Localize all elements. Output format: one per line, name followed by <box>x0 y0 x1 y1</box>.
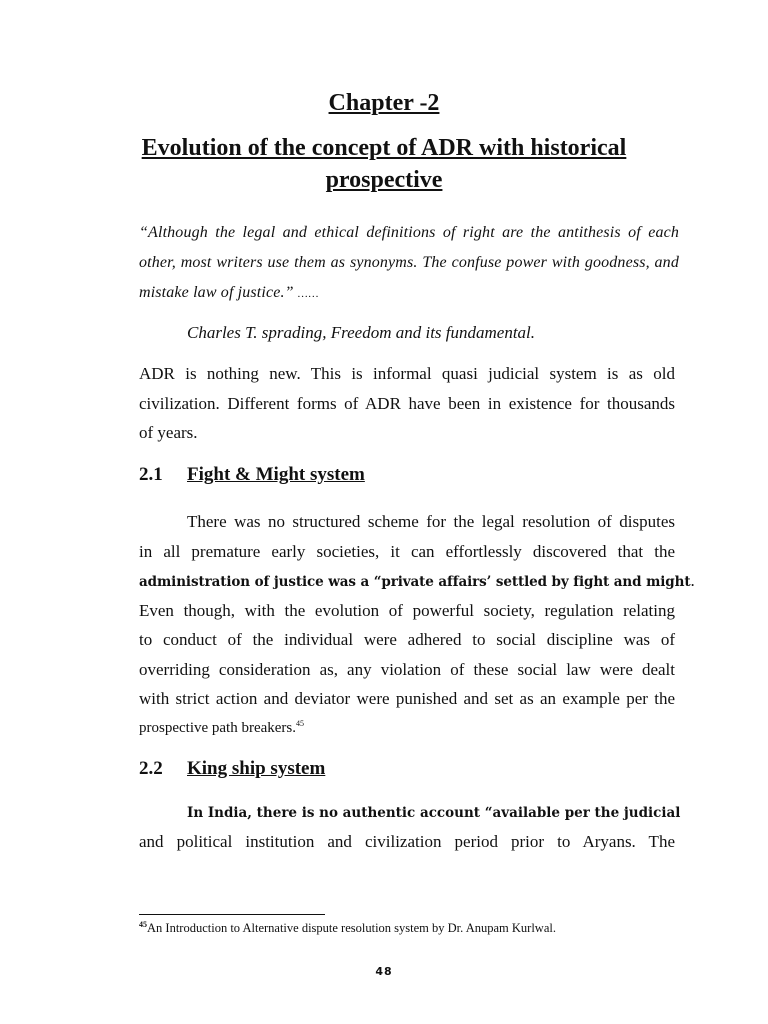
paragraph-line: to conduct of the individual were adhered to social discipline was of <box>139 630 675 649</box>
footnote <box>139 919 556 937</box>
paragraph-line: overriding consideration as, any violation of these social law were dealt <box>139 659 675 679</box>
section-title: King ship system <box>187 758 326 779</box>
section-title: Fight & Might system <box>187 464 365 485</box>
section-heading-2-1 <box>139 462 365 488</box>
paragraph-line: with strict action and deviator were punished and set as an example per the <box>139 689 675 708</box>
section-2-1-paragraph <box>139 507 695 743</box>
epigraph-line: goodness, and mistake law of justice.” <box>139 254 679 301</box>
footnote-mark: 45 <box>139 919 147 929</box>
footnote-separator <box>139 914 325 915</box>
page-number: 48 <box>375 965 393 978</box>
footnote-text: An Introduction to Alternative dispute resolution system by Dr. Anupam Kurlwal. <box>147 921 556 935</box>
paragraph-line: in all premature early societies, it can effortlessly discovered that the <box>139 541 675 561</box>
paragraph-line: There was no structured scheme for the legal resolution of disputes <box>187 512 675 531</box>
epigraph-attribution: Charles T. sprading, Freedom and its fundamental. <box>187 323 536 342</box>
intro-paragraph <box>139 359 675 448</box>
emphasized-text: In India, there is no authentic account “available per the judicial <box>187 805 681 821</box>
paragraph-line: Even though, with the evolution of powerful society, regulation relating <box>139 600 675 620</box>
section-number: 2.2 <box>139 758 163 779</box>
section-number: 2.1 <box>139 464 163 485</box>
epigraph-ellipsis: …… <box>297 288 320 300</box>
paragraph-line: ADR is nothing new. This is informal quasi judicial system is as old <box>139 364 675 383</box>
epigraph-line: “Although the legal and ethical definitions of right are the antithesis of <box>139 224 641 241</box>
paragraph-line: civilization. Different forms of ADR have been in existence for thousands <box>139 393 675 413</box>
chapter-title: Evolution of the concept of ADR with historical prospective <box>141 135 627 193</box>
footnote-reference: 45 <box>296 718 305 728</box>
emphasized-text: administration of justice was a “private affairs’ settled by fight and might <box>139 574 691 590</box>
section-2-2-paragraph <box>139 797 681 856</box>
paragraph-line: of years. <box>139 423 198 442</box>
section-heading-2-2 <box>139 756 325 782</box>
paragraph-line <box>139 797 681 827</box>
epigraph-quote <box>139 218 679 309</box>
chapter-heading: Chapter -2 <box>328 90 440 116</box>
epigraph-line: each other, most writers use them as synonyms. The confuse power with <box>139 224 679 271</box>
paragraph-line: administration of justice was a “private affairs’ settled by fight and might. <box>139 571 695 590</box>
paragraph-line: prospective path breakers.$^{45}$ <box>139 718 305 736</box>
paragraph-line: and political institution and civilization period prior to Aryans. The <box>139 831 675 851</box>
